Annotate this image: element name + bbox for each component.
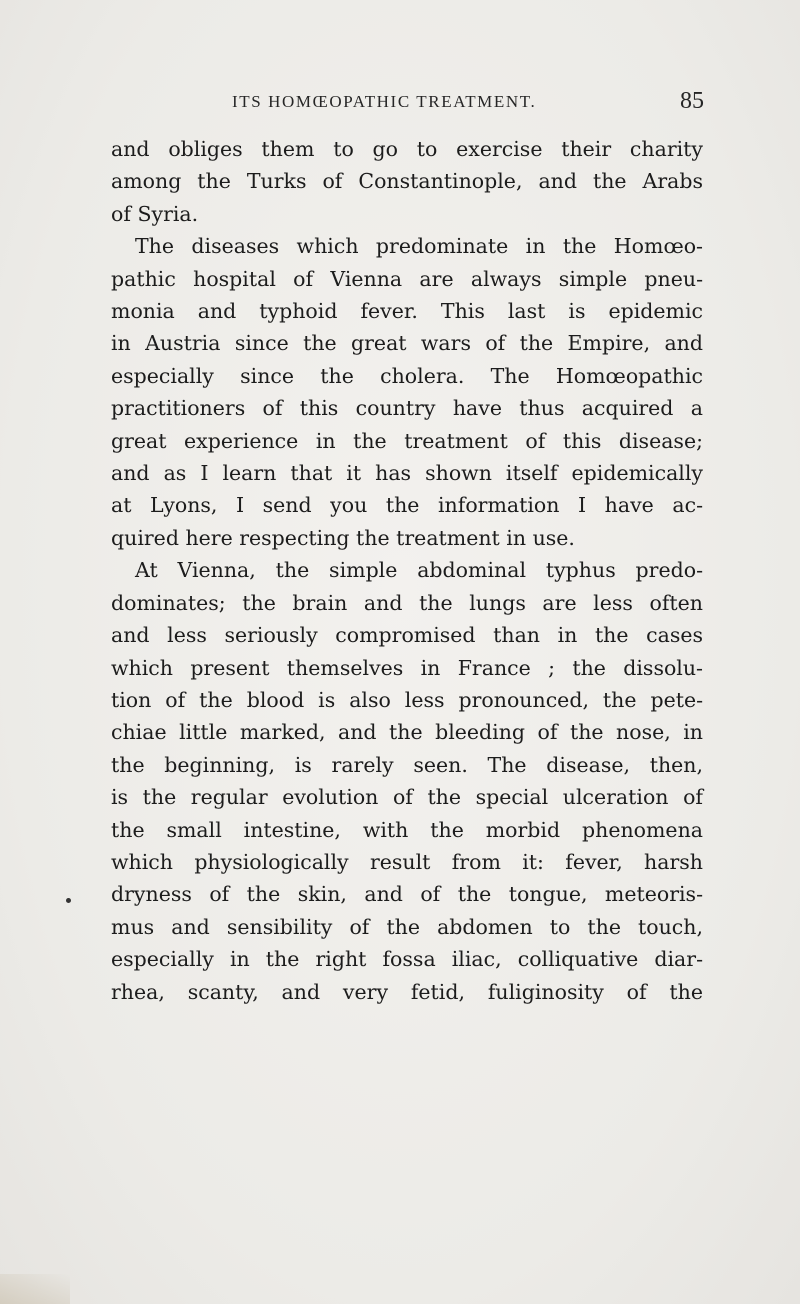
text-line: especially in the right fossa iliac, colliquative diar- (111, 947, 703, 972)
text-line: practitioners of this country have thus acquired a (111, 396, 703, 421)
text-line: dominates; the brain and the lungs are less often (111, 590, 703, 615)
text-line: the beginning, is rarely seen. The disease, then, (111, 752, 703, 777)
text-line: especially since the cholera. The Homœopathic (111, 363, 703, 388)
text-line: among the Turks of Constantinople, and the Arabs (111, 169, 703, 194)
text-line: and less seriously compromised than in the cases (111, 623, 703, 648)
text-line: tion of the blood is also less pronounced, the pete- (111, 687, 703, 712)
text-line: quired here respecting the treatment in use. (111, 525, 575, 550)
text-line: dryness of the skin, and of the tongue, meteoris- (111, 882, 703, 907)
text-line: is the regular evolution of the special ulceration of (111, 785, 703, 810)
running-head-title: ITS HOMŒOPATHIC TREATMENT. (232, 92, 537, 111)
text-line: chiae little marked, and the bleeding of the nose, in (111, 720, 703, 745)
text-line: the small intestine, with the morbid phenomena (111, 817, 703, 842)
page-corner-stain (0, 1274, 70, 1304)
text-line: monia and typhoid fever. This last is epidemic (111, 299, 703, 324)
text-line: mus and sensibility of the abdomen to the touch, (111, 914, 703, 939)
text-line: At Vienna, the simple abdominal typhus predo- (135, 558, 703, 583)
text-line: in Austria since the great wars of the Empire, and (111, 331, 703, 356)
text-line: great experience in the treatment of this disease; (111, 428, 703, 453)
body-text (111, 133, 703, 1008)
text-line: which physiologically result from it: fever, harsh (111, 849, 703, 874)
text-line: pathic hospital of Vienna are always simple pneu- (111, 266, 703, 291)
text-line: of Syria. (111, 201, 199, 226)
text-line: and obliges them to go to exercise their charity (111, 137, 703, 161)
margin-speck (66, 898, 71, 903)
text-line: at Lyons, I send you the information I have ac- (111, 493, 703, 518)
page-number: 85 (680, 88, 704, 114)
text-line: and as I learn that it has shown itself epidemically (111, 461, 703, 486)
text-line: The diseases which predominate in the Homœo- (135, 234, 703, 259)
text-line: rhea, scanty, and very fetid, fuliginosity of the (111, 979, 703, 1004)
text-line: which present themselves in France ; the dissolu- (111, 655, 703, 680)
